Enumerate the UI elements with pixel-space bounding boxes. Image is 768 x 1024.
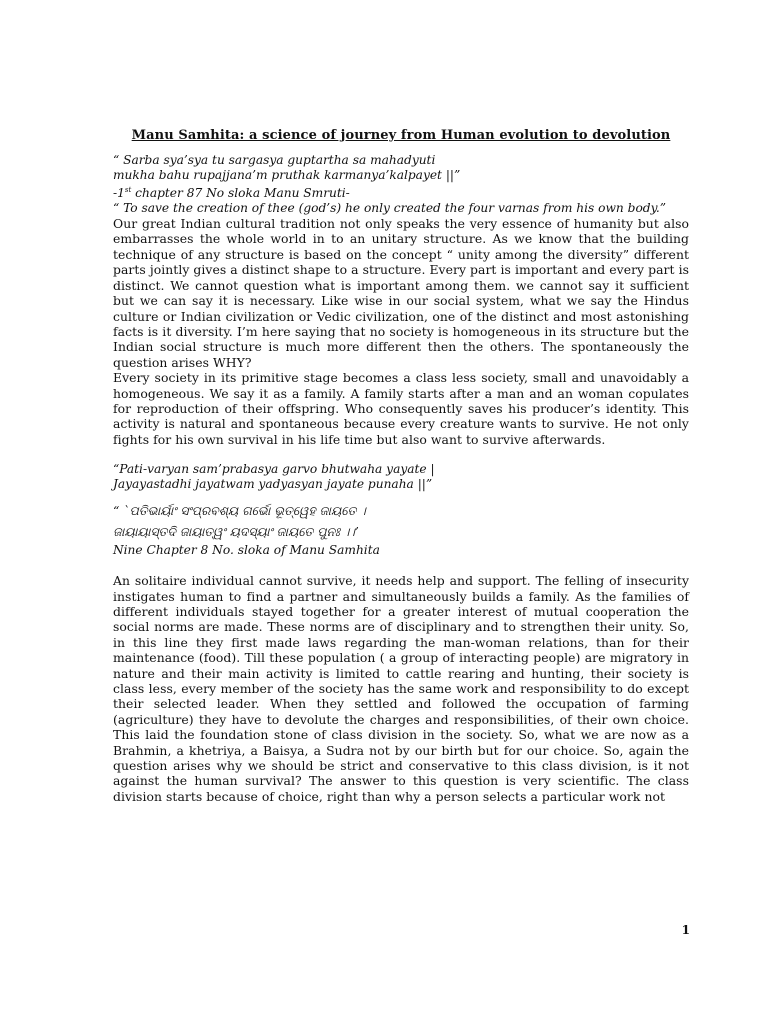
paragraph-2: Every society in its primitive stage becomes a class less society, small and unavoidably a homogeneous. We say it as a family. A family starts after a man and an woman copulates for reproduction of their offspring. Who consequently saves his producer’s identity. This activity is natural and spontaneous because every creature wants to survive. He not only fights for his own survival in his life time but also want to survive afterwards. — [113, 370, 689, 447]
paragraph-3: An solitaire individual cannot survive, it needs help and support. The felling of insecurity instigates human to find a partner and simultaneously builds a family. As the families of different individuals stayed together for a greater interest of mutual cooperation the social norms are made. These norms are of disciplinary and to strengthen their unity. So, in this line they first made laws regarding the man-woman relations, than for their maintenance (food). Till these population ( a group of interacting people) are migratory in nature and their main activity is limited to cattle rearing and hunting, their society is class less, every member of the society has the same work and responsibility to do except their selected leader. When they settled and followed the occupation of farming (agriculture) they have to devolute the charges and responsibilities, of their own choice. This laid the foundation stone of class division in the society. So, what we are now as a Brahmin, a khetriya, a Baisya, a Sudra not by our birth but for our choice. So, again the question arises why we should be strict and conservative to this class division, is it not against the human survival? The answer to this question is very scientific. The class division starts because of choice, right than why a person selects a particular work not — [113, 573, 689, 804]
spacer — [113, 447, 689, 462]
citation-rest: chapter 87 No sloka Manu Smruti- — [131, 186, 350, 201]
spacer — [113, 558, 689, 573]
odia-verse-source: Nine Chapter 8 No. sloka of Manu Samhita — [113, 543, 380, 558]
citation-superscript: st — [124, 186, 132, 194]
document-title: Manu Samhita: a science of journey from Human evolution to devolution — [131, 128, 671, 143]
citation-prefix: -1 — [113, 186, 125, 201]
opening-verse-line-1: “ Sarba sya’sya tu sargasya guptartha sa mahadyuti — [113, 153, 436, 167]
opening-verse-translation: “ To save the creation of thee (god’s) he only created the four varnas from his own body.” — [113, 201, 666, 216]
opening-verse-citation — [113, 183, 689, 201]
second-verse-line-1: “Pati-varyan sam’prabasya garvo bhutwaha yayate | — [113, 462, 435, 477]
odia-verse-line-1: “ `ପତିଭାର୍ୟାଂ ସଂପ୍ରବଶ୍ୟ ଗର୍ଭୋ ଭୂତ୍ୱେହ ଜାୟତେ । — [113, 503, 366, 519]
page-content — [113, 128, 689, 804]
second-verse-line-2: Jayayastadhi jayatwam yadyasyan jayate punaha ||” — [113, 477, 433, 492]
paragraph-1: Our great Indian cultural tradition not only speaks the very essence of humanity but also embarrasses the whole world in to an unitary structure. As we know that the building technique of any structure is based on the concept “ unity among the diversity” different parts jointly gives a distinct shape to a structure. Every part is important and every part is distinct. We cannot question what is important among them. we cannot say it sufficient but we can say it is necessary. Like wise in our social system, what we say the Hindus culture or Indian civilization or Vedic civilization, one of the distinct and most astonishing facts is it diversity. I’m here saying that no society is homogeneous in its structure but the Indian social structure is much more different then the others. The spontaneously the question arises WHY? — [113, 216, 689, 370]
page-number: 1 — [681, 923, 690, 937]
spacer — [113, 492, 689, 500]
odia-verse-line-2: ଜାୟାୟାସ୍ତଦି ଜାୟାତ୍ୱଂ ୟଦସ୍ୟାଂ ଜାୟତେ ପୁନଃ ।।’ — [113, 524, 359, 540]
opening-verse-line-2: mukha bahu rupajjana’m pruthak karmanya’kalpayet ||” — [113, 168, 461, 182]
